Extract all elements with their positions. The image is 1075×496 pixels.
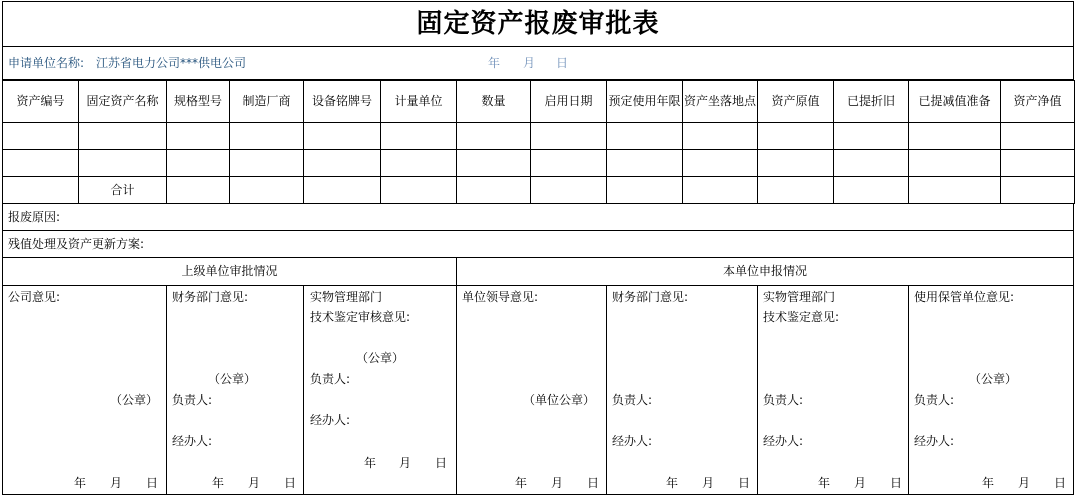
table-cell xyxy=(166,149,230,177)
finance-own-date-month: 月 xyxy=(702,476,715,490)
table-cell xyxy=(908,122,1001,150)
finance-upper-label: 财务部门意见: xyxy=(172,290,249,304)
column-header: 设备铭牌号 xyxy=(303,80,381,123)
table-cell xyxy=(229,149,304,177)
table-cell xyxy=(78,149,167,177)
table-cell xyxy=(166,122,230,150)
table-cell xyxy=(456,176,531,204)
table-cell xyxy=(833,122,909,150)
column-header: 制造厂商 xyxy=(229,80,304,123)
table-cell xyxy=(757,122,834,150)
asset-mgmt-upper-date-month: 月 xyxy=(399,456,412,470)
company-opinion-box xyxy=(2,285,167,495)
asset-mgmt-own-date-month: 月 xyxy=(854,476,867,490)
header-date-day: 日 xyxy=(556,56,569,70)
unit-leader-date-day: 日 xyxy=(587,476,600,490)
table-cell xyxy=(1000,149,1075,177)
finance-upper-seal: （公章） xyxy=(208,372,257,386)
column-header: 预定使用年限 xyxy=(606,80,683,123)
table-cell xyxy=(682,149,758,177)
asset-mgmt-own-date-year: 年 xyxy=(818,476,831,490)
table-cell xyxy=(229,122,304,150)
unit-leader-date-year: 年 xyxy=(515,476,528,490)
table-cell xyxy=(606,122,683,150)
user-unit-responsible: 负责人: xyxy=(914,393,955,407)
table-cell xyxy=(908,176,1001,204)
asset-mgmt-upper-handler: 经办人: xyxy=(310,413,351,427)
section-own-application: 本单位申报情况 xyxy=(456,257,1074,286)
residual-plan-row xyxy=(2,230,1074,258)
asset-mgmt-upper-date-day: 日 xyxy=(435,456,448,470)
residual-plan-label: 残值处理及资产更新方案: xyxy=(8,237,145,251)
table-cell xyxy=(456,149,531,177)
asset-mgmt-own-date-day: 日 xyxy=(890,476,903,490)
table-cell xyxy=(606,149,683,177)
asset-mgmt-upper-seal: （公章） xyxy=(356,351,405,365)
table-cell xyxy=(833,176,909,204)
table-cell xyxy=(1000,176,1075,204)
finance-upper-date-month: 月 xyxy=(248,476,261,490)
table-cell xyxy=(530,149,607,177)
finance-upper-handler: 经办人: xyxy=(172,434,213,448)
asset-mgmt-own-handler: 经办人: xyxy=(763,434,804,448)
table-cell xyxy=(1000,122,1075,150)
table-cell xyxy=(229,176,304,204)
table-cell xyxy=(606,176,683,204)
user-unit-opinion-box xyxy=(908,285,1074,495)
table-cell xyxy=(757,149,834,177)
asset-mgmt-upper-responsible: 负责人: xyxy=(310,372,351,386)
table-cell xyxy=(2,149,79,177)
finance-own-responsible: 负责人: xyxy=(612,393,653,407)
column-header: 已提折旧 xyxy=(833,80,909,123)
finance-upper-opinion-box xyxy=(166,285,304,495)
company-date-year: 年 xyxy=(74,476,87,490)
applicant-label: 申请单位名称: xyxy=(8,56,85,70)
company-opinion-label: 公司意见: xyxy=(8,290,61,304)
finance-own-date-year: 年 xyxy=(666,476,679,490)
user-unit-seal: （公章） xyxy=(969,372,1018,386)
applicant-value: 江苏省电力公司***供电公司 xyxy=(96,56,247,70)
company-seal: （公章） xyxy=(110,393,159,407)
asset-mgmt-own-label-2: 技术鉴定意见: xyxy=(763,310,840,324)
column-header: 资产坐落地点 xyxy=(682,80,758,123)
table-cell xyxy=(380,122,457,150)
table-cell xyxy=(2,122,79,150)
finance-own-opinion-box xyxy=(606,285,758,495)
unit-leader-seal: （单位公章） xyxy=(523,393,596,407)
column-header: 已提减值准备 xyxy=(908,80,1001,123)
asset-mgmt-upper-date-year: 年 xyxy=(364,456,377,470)
unit-leader-opinion-box xyxy=(456,285,607,495)
user-unit-date-day: 日 xyxy=(1054,476,1067,490)
table-cell xyxy=(833,149,909,177)
finance-upper-date-year: 年 xyxy=(212,476,225,490)
company-date-month: 月 xyxy=(110,476,123,490)
unit-leader-label: 单位领导意见: xyxy=(462,290,539,304)
asset-mgmt-own-responsible: 负责人: xyxy=(763,393,804,407)
user-unit-label: 使用保管单位意见: xyxy=(914,290,1015,304)
header-date-month: 月 xyxy=(523,56,536,70)
table-cell xyxy=(380,149,457,177)
column-header: 资产编号 xyxy=(2,80,79,123)
finance-upper-responsible: 负责人: xyxy=(172,393,213,407)
user-unit-date-month: 月 xyxy=(1018,476,1031,490)
table-cell xyxy=(78,122,167,150)
asset-mgmt-upper-label-1: 实物管理部门 xyxy=(310,290,383,304)
user-unit-date-year: 年 xyxy=(982,476,995,490)
table-cell xyxy=(456,122,531,150)
table-cell xyxy=(166,176,230,204)
scrap-reason-row xyxy=(2,203,1074,231)
company-date-day: 日 xyxy=(146,476,159,490)
table-cell xyxy=(303,176,381,204)
finance-own-date-day: 日 xyxy=(738,476,751,490)
table-cell xyxy=(530,176,607,204)
finance-upper-date-day: 日 xyxy=(284,476,297,490)
table-cell xyxy=(682,176,758,204)
finance-own-label: 财务部门意见: xyxy=(612,290,689,304)
table-cell xyxy=(682,122,758,150)
column-header: 启用日期 xyxy=(530,80,607,123)
column-header: 固定资产名称 xyxy=(78,80,167,123)
user-unit-handler: 经办人: xyxy=(914,434,955,448)
form-title: 固定资产报废审批表 xyxy=(2,1,1074,47)
column-header: 数量 xyxy=(456,80,531,123)
header-date-year: 年 xyxy=(488,56,501,70)
table-cell xyxy=(908,149,1001,177)
asset-mgmt-upper-label-2: 技术鉴定审核意见: xyxy=(310,310,411,324)
table-cell xyxy=(757,176,834,204)
table-cell xyxy=(380,176,457,204)
section-upper-approval: 上级单位审批情况 xyxy=(2,257,457,286)
scrap-reason-label: 报废原因: xyxy=(8,210,61,224)
asset-mgmt-own-label-1: 实物管理部门 xyxy=(763,290,836,304)
finance-own-handler: 经办人: xyxy=(612,434,653,448)
table-cell xyxy=(2,176,79,204)
unit-leader-date-month: 月 xyxy=(551,476,564,490)
table-cell xyxy=(303,149,381,177)
table-cell xyxy=(530,122,607,150)
total-label: 合计 xyxy=(78,176,167,204)
table-cell xyxy=(303,122,381,150)
column-header: 资产净值 xyxy=(1000,80,1075,123)
column-header: 规格型号 xyxy=(166,80,230,123)
column-header: 资产原值 xyxy=(757,80,834,123)
column-header: 计量单位 xyxy=(380,80,457,123)
